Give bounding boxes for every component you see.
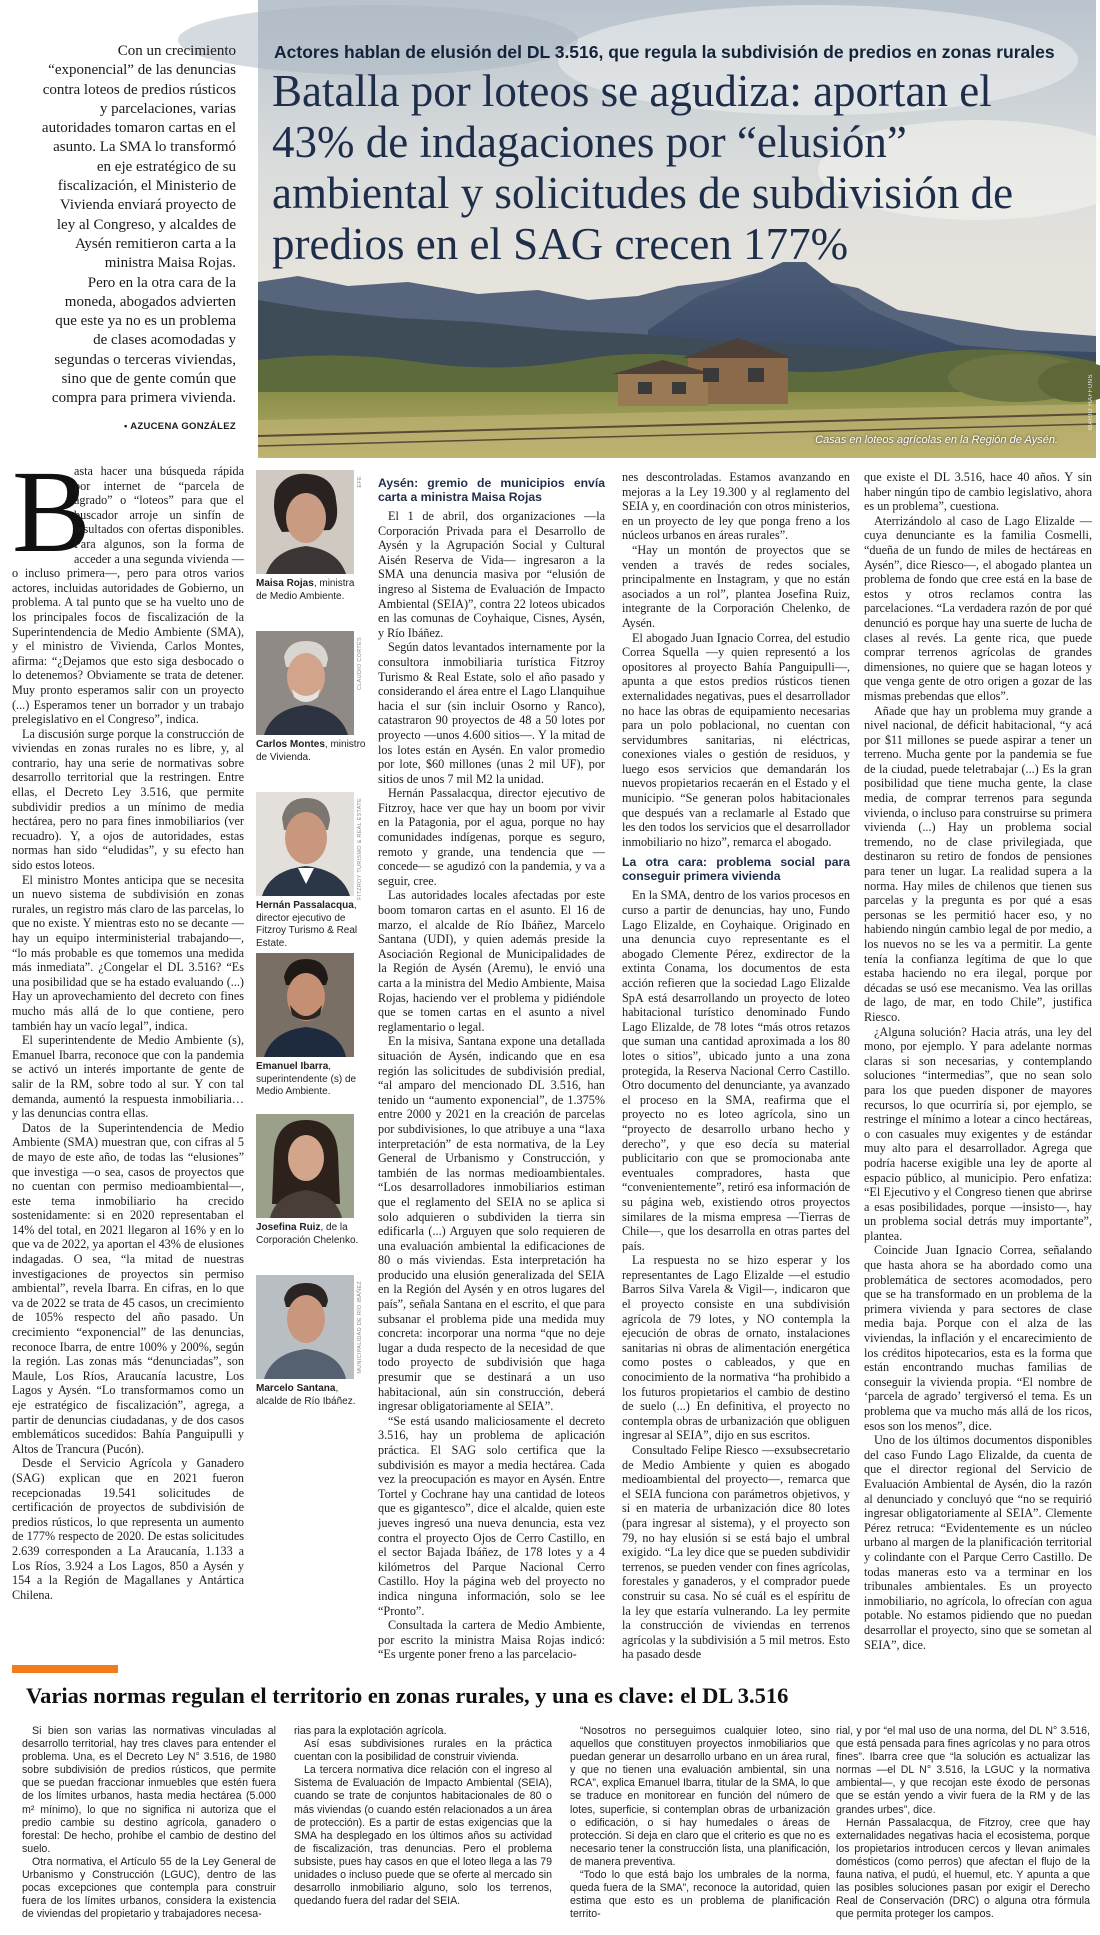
- portrait-carlos-montes: [256, 631, 372, 792]
- article-paragraph: Consultado Felipe Riesco —exsubsecretario de Medio Ambiente y quien es abogado medioambiental del proyecto—, remarca que el SEIA funciona con parámetros objetivos, y si en materia de urbanización dice 80 lotes (para ingresar al sistema), y el proyecto son 79, no hay elusión si se está bajo el umbral exigido. “La ley dice que se pueden subdividir terrenos, se pueden vender con fines agrícolas, forestales y ganaderos, y el comprador puede construir su casa. No sé cuál es el espíritu de la ley que estaría vulnerando. La ley permite la construcción de viviendas en terrenos agrícolas y la subdivisión a 5 mil metros. Esto ha pasado desde: [622, 1443, 850, 1662]
- portrait-photo: [256, 1275, 354, 1379]
- article-paragraph: En la SMA, dentro de los varios procesos en curso a partir de denuncias, hay uno, Fundo Lago Elizalde, en Coyhaique. Originado en una denuncia cuyo representante es el abogado Clemente Pérez, exdirector de la extinta Conama, los documentos de esta acción refieren que la sociedad Lago Elizalde SpA está desarrollando un proyecto de loteo habitacional turístico denominado Fundo Lago Elizalde, de 78 lotes “más otros retazos que suman una cantidad aproximada a los 80 lotes o sitios”, ubicado junto a una zona protegida, la Reserva Nacional Cerro Castillo. Otro documento del denunciante, ya avanzado el proceso en la SMA, reafirma que el proyecto no es loteo agrícola, sino un “proyecto de desarrollo urbano hecho y derecho”, y que eso decía su material publicitario con que se promocionaba ante eventuales compradores, hasta que “convenientemente”, retiró esa información de su página web, existiendo otros proyectos similares de la misma empresa —Tierras de Chile—, que los desarrolla en otras partes del país.: [622, 888, 850, 1253]
- article-paragraph: Datos de la Superintendencia de Medio Ambiente (SMA) muestran que, con cifras al 5 de mayo de este año, de todas las “elusiones” que investiga —o sea, casos de proyectos que no cuentan con permiso medioambiental—, este tema inmobiliario ha crecido sostenidamente: si en 2020 representaban el 14% del total, en 2021 llegaron al 16% y en lo que va de 2022, ya aportan el 43% de elusiones indagadas. O sea, “la mitad de nuestras investigaciones de proyectos sin permiso ambiental”, revela Ibarra. En cifras, en lo que va de 2022 se trata de 45 casos, un crecimiento de 105% respecto del año pasado. Un crecimiento “exponencial” de las denuncias, reconoce Ibarra, de entre 100% y 200%, según la región. Las zonas más “denunciadas”, son Maule, Los Ríos, Araucanía lacustre, Los Lagos y Aysén. “Lo transformamos como un eje estratégico de fiscalización”, agrega, a partir de denuncias ciudadanas, y de dos casos emblemáticos sucedidos: Bahía Panguipulli y Altos de Trancura (Pucón).: [12, 1120, 244, 1456]
- article-paragraph: El superintendente de Medio Ambiente (s), Emanuel Ibarra, reconoce que con la pandemia se activó un interés importante de gente de salir de la RM, sobre todo al sur. Y con tal demanda, aumentó la respuesta inmobiliaria… y las denuncias contra ellas.: [12, 1033, 244, 1121]
- intro-paragraph: Pero en la otra cara de la moneda, abogados advierten que este ya no es un problema de clases acomodadas y segundas o terceras viviendas, sino que de gente común que compra para primera vivienda.: [51, 274, 236, 407]
- article-paragraph: Hernán Passalacqua, director ejecutivo de Fitzroy, hace ver que hay un boom por vivir en la Patagonia, por el agua, porque no hay comunidades indígenas, porque es seguro, remoto y grande, una tendencia que —concede— se agudizó con la pandemia, y va a seguir, cree.: [378, 786, 605, 888]
- portrait-marcelo-santana: [256, 1275, 372, 1436]
- article-paragraph: Aterrizándolo al caso de Lago Elizalde —cuya denunciante es la familia Cosmelli, “dueña de un fundo de miles de hectáreas en Aysén”, dice Riesco—, el abogado plantea un problema de fondo que cree está en la base de estos y otros reclamos contra las parcelaciones. “La verdadera razón de por qué denunció es porque hay una suerte de lucha de clases al revés. La gente rica, que puede comprar terrenos agrícolas de grandes dimensiones, no quiere que se hagan loteos y que venga gente de otro origen a gozar de las mismas prebendas que ellos”.: [864, 513, 1092, 703]
- article-paragraph: B asta hacer una búsqueda rápida por internet de “parcela de agrado” o “loteos” para que el buscador arroje un sinfín de resultados con ofertas disponibles. Para algunos, son la forma de acceder a una segunda vivienda —o incluso primera—, pero para otros varios actores, incluidas autoridades de Gobierno, un problema. A tal punto que se ha vuelto uno de los principales focos de fiscalización de la Superintendencia de Medio Ambiente (SMA), y el ministro de Vivienda, Carlos Montes, afirma: “¿Dejamos que esto siga desbocado o lo detenemos? Obviamente se trata de detener. Muy pronto esperamos salir con un proyecto (...) Esperamos tener un borrador y un trabajo prelegislativo en el Congreso”, indica.: [12, 446, 244, 727]
- section-subhead: Aysén: gremio de municipios envía carta a ministra Maisa Rojas: [378, 476, 605, 504]
- photo-credit: CLAUDIO CORTÉS: [357, 637, 363, 690]
- headline: Batalla por loteos se agudiza: aportan el 43% de indagaciones por “elusión” ambiental y solicitudes de subdivisión de predios en el SAG crecen 177%: [272, 66, 1014, 269]
- box-column-1: [22, 1725, 276, 1933]
- portrait-caption: Josefina Ruiz, de la Corporación Chelenko.: [256, 1222, 359, 1246]
- portrait-photo: [256, 631, 354, 735]
- author-name: AZUCENA GONZÁLEZ: [130, 420, 236, 432]
- article-paragraph: Consultada la cartera de Medio Ambiente, por escrito la ministra Maisa Rojas indicó: “Es urgente poner freno a las parcelacio-: [378, 1618, 605, 1662]
- kicker: Actores hablan de elusión del DL 3.516, que regula la subdivisión de predios en zonas rurales: [274, 42, 1055, 62]
- portrait-photo: [256, 1114, 354, 1218]
- article-paragraph: El ministro Montes anticipa que se necesita un nuevo sistema de subdivisión en zonas rurales, un registro más claro de las parcelas, lo que no existe. Y mientras esto no se decante —hay un equipo interministerial trabajando—, “lo más probable es que tomemos una medida más inmediata”. ¿Congelar el DL 3.516? “Es una posibilidad que se ha estado evaluando (...) Hay un aprovechamiento del decreto con fines mucho más allá de lo que contiene, pero también hay un vacío legal”, indica.: [12, 872, 244, 1033]
- box-paragraph: rias para la explotación agrícola.: [294, 1725, 447, 1737]
- box-paragraph: La tercera normativa dice relación con el ingreso al Sistema de Evaluación de Impacto Ambiental (SEIA), cuando se trate de conjuntos habitacionales de 80 o más viviendas (o cuando estén relacionados a un área de protección). Es a partir de estas exigencias que la SMA ha desplegado en los últimos años su actividad de fiscalización, tras denuncias. Pero el problema subsiste, pues hay casos en que el loteo llega a las 79 unidades o incluso puede que se oferte al mercado sin desarrollo inmobiliario alguno, solo los terrenos, quedando fuera del radar del SEIA.: [294, 1764, 552, 1908]
- portrait-hernan-passalacqua: [256, 792, 372, 953]
- photo-credit: MARIO RAFFUNS: [1088, 373, 1094, 430]
- author-byline: • AZUCENA GONZÁLEZ: [124, 420, 236, 432]
- photo-credit: MUNICIPALIDAD DE RÍO IBÁÑEZ: [357, 1281, 363, 1374]
- portrait-caption: Hernán Passalacqua, director ejecutivo de Fitzroy Turismo & Real Estate.: [256, 900, 358, 949]
- article-paragraph: que existe el DL 3.516, hace 40 años. Y sin haber ningún tipo de cambio legislativo, ahora es un problema”, cuestiona.: [864, 470, 1092, 514]
- article-column-4: [864, 470, 1092, 1652]
- portrait-emanuel-ibarra: [256, 953, 372, 1114]
- intro-paragraph: Con un crecimiento “exponencial” de las denuncias contra loteos de predios rústicos y parcelaciones, varias autoridades tomaron cartas en el asunto. La SMA lo transformó en eje estratégico de su fiscalización, el Ministerio de Vivienda enviará proyecto de ley al Congreso, y alcaldes de Aysén remitieron carta a la ministra Maisa Rojas.: [41, 43, 236, 272]
- article-paragraph: La respuesta no se hizo esperar y los representantes de Lago Elizalde —el estudio Barros Silva Varela & Vigil—, indicaron que el proyecto consiste en una subdivisión agrícola de 79 lotes, y NO contempla la ejecución de obras de ornato, instalaciones sanitarias ni obras de alimentación energética como postes o cableados, y que en conocimiento de la normativa “ha prohibido a los futuros propietarios el cambio de destino de suelo (...) En definitiva, el proyecto no contempla obras de urbanización que obliguen ingresar al SEIA”, dijo en sus escritos.: [622, 1253, 850, 1443]
- section-accent-bar: [12, 1665, 118, 1673]
- box-paragraph: Así esas subdivisiones rurales en la práctica cuentan con la posibilidad de construir vivienda.: [294, 1738, 552, 1764]
- article-column-1: [12, 446, 244, 1646]
- photo-caption: Casas en loteos agrícolas en la Región de Aysén.: [815, 434, 1058, 446]
- article-paragraph: La discusión surge porque la construcción de viviendas en zonas rurales no es libre, y, al contrario, hay una serie de normativas sobre desarrollo territorial que la restringen. Entre ellas, el Decreto Ley 3.516, que permite subdividir predios a un mínimo de media hectárea, pero no para fines inmobiliarios (ver recuadro). Y, a ojos de autoridades, estas normas han sido “eludidas”, y su efecto han sido estos loteos.: [12, 726, 244, 873]
- sidebar-box-title: Varias normas regulan el territorio en zonas rurales, y una es clave: el DL 3.516: [26, 1683, 789, 1708]
- article-paragraph: En la misiva, Santana expone una detallada situación de Aysén, indicando que en esa región las solicitudes de subdivisión predial, “al amparo del mencionado DL 3.516, han tenido un “aumento exponencial”, de 1.375% entre 2000 y 2021 en la creación de parcelas por subdivisiones, lo que atribuye a una “laxa interpretación” de esta normativa, de la Ley General de Urbanismo y Construcción, y también de las normas medioambientales. “Los desarrolladores inmobiliarios estiman que el reglamento del SEIA no se aplica si solo adquieren o subdividen la tierra sin edificarla (...) Arguyen que solo requieren de una evaluación ambiental la edificaciones de 80 o más viviendas. Esta interpretación ha producido una elusión generalizada del SEIA en la Región del Aysén y en otros lugares del país”, señala Santana en el escrito, el que para subsanar el problema pide una medida muy concreta: incorporar una norma “que no deje lugar a duda respecto de la necesidad de que todo proyecto de subdivisión que haga presumir que se destinará a un uso habitacional, aún sin construcción, deberá ingresar obligatoriamente al SEIA”.: [378, 1034, 605, 1414]
- portrait-photo: [256, 953, 354, 1057]
- article-paragraph: “Se está usando maliciosamente el decreto 3.516, hay un problema de aplicación práctica. El SAG solo certifica que la subdivisión es mayor a media hectárea. Cada vez la preocupación es mayor en Aysén. Entre Tortel y Cochrane hay una cantidad de loteos que es gigantesco”, dice el alcalde, quien este jueves ingresó una nueva denuncia, esta vez contra el proyecto Ojos de Cerro Castillo, en el sector Bajada Ibáñez, de 178 lotes y a 4 kilómetros del Parque Nacional Cerro Castillo. Hoy la página web del proyecto no indica ninguna información, solo se lee “Pronto”.: [378, 1413, 605, 1618]
- article-paragraph: Desde el Servicio Agrícola y Ganadero (SAG) explican que en 2021 fueron recepcionadas 19.541 solicitudes de certificación de proyectos de subdivisión de predios rústicos, lo que representa un aumento de 177% respecto de 2020. De estas solicitudes 2.639 corresponden a La Araucanía, 1.133 a Los Ríos, 3.924 a Los Lagos, 850 a Aysén y 154 a la Región de Magallanes y Antártica Chilena.: [12, 1456, 244, 1602]
- portrait-josefina-ruiz: [256, 1114, 372, 1275]
- article-paragraph: “Hay un montón de proyectos que se venden a través de redes sociales, principalmente en Instagram, y que no están asociados a un rol”, plantea Josefina Ruiz, integrante de la Corporación Chelenko, de Aysén.: [622, 542, 850, 630]
- intro-lede: [40, 42, 236, 436]
- photo-credit: FITZROY TURISMO & REAL ESTATE: [357, 798, 363, 900]
- box-column-2: [294, 1725, 552, 1933]
- article-paragraph: ¿Alguna solución? Hacia atrás, una ley del mono, por ejemplo. Y para adelante normas claras si son necesarias, y contemplando soluciones “intermedias”, que no sean solo para los que pueden disponer de mayores recursos, lo que ocurriría si, por ejemplo, se restringe el mínimo a lotear a cinco hectáreas, o con casuales muy exigentes y de estándar muy alto para el desarrollador. Agrega que podría hacerse exigible una ley de aporte al espacio público, al municipio. Pero enfatiza: “El Ejecutivo y el Congreso tienen que abrirse a esas posibilidades, porque —insisto—, hay un problema social detrás muy importante”, plantea.: [864, 1024, 1092, 1243]
- box-paragraph: “Todo lo que está bajo los umbrales de la norma, queda fuera de la SMA”, reconoce la autoridad, quien estima que esto es un problema de planificación territo-: [570, 1869, 830, 1921]
- portrait-caption: Emanuel Ibarra, superintendente (s) de Medio Ambiente.: [256, 1061, 357, 1097]
- hero-photo: [258, 0, 1096, 458]
- box-paragraph: Otra normativa, el Artículo 55 de la Ley General de Urbanismo y Construcción (LGUC), dentro de las pocas excepciones que contempla para construir fuera de los límites urbanos, considera la existencia de viviendas del propietario y trabajadores necesa-: [22, 1855, 276, 1921]
- box-paragraph: Hernán Passalacqua, de Fitzroy, cree que hay externalidades negativas hacia el ecosistema, porque los propietarios introducen cercos y llevan animales domésticos (como perros) que afectan el flujo de la fauna nativa, el pudú, el huemul, etc. Y apunta a que las posibles soluciones pasan por exigir el Derecho Real de Conservación (DRC) o alguna otra fórmula que permita proteger los campos.: [836, 1816, 1090, 1921]
- article-paragraph: Uno de los últimos documentos disponibles del caso Fundo Lago Elizalde, da cuenta de que el director regional del Servicio de Evaluación Ambiental de Aysén, dio la razón al denunciado y concluyó que “no se requirió ingresar obligatoriamente al SEIA”. Clemente Pérez retruca: “Evidentemente es un núcleo urbano al margen de la planificación territorial y colindante con el Parque Cerro Castillo. De todas maneras esto va a terminar en los tribunales ambientales. Es un proyecto inmobiliario, no agrícola, lo ofrecían con agua potable. No estamos pidiendo que no puedan desarrollar el proyecto, sino que se sometan al SEIA”, dice.: [864, 1433, 1092, 1652]
- portrait-caption: Marcelo Santana, alcalde de Río Ibáñez.: [256, 1383, 356, 1407]
- portrait-photo: [256, 792, 354, 896]
- article-paragraph: Añade que hay un problema muy grande a nivel nacional, de déficit habitacional, “y acá por $11 millones se puede aspirar a tener un terreno. Mucha gente por la pandemia se fue de la ciudad, puede teletrabajar (...) Es la gran posibilidad que tiene mucha gente, la clase media, de comprar terrenos para segunda vivienda, o incluso para construirse su primera vivienda (...) Hay un problema social tremendo, no de clase privilegiada, que destinaron su retiro de fondos de pensiones para tener un lugar. La realidad supera a la norma. Hay miles de chilenos que tienen sus parcelas y la pregunta es por qué a esas personas se les permitió hacer eso, y no habiendo ningún cambio legal de por medio, a los nuevos no se les va a permitir. La gente tenía la confianza legítima de que lo que estaba haciendo no era ilegal, porque por décadas se usó ese mecanismo. Vea las orillas de lago, de mar, en todo Chile”, justifica Riesco.: [864, 703, 1092, 1024]
- section-subhead: La otra cara: problema social para conseguir primera vivienda: [622, 855, 850, 884]
- article-paragraph: El abogado Juan Ignacio Correa, del estudio Correa Squella —y quien representó a los opositores al proyecto Bahía Panguipulli—, apunta a que estos predios rústicos tienen externalidades negativas, pues el desarrollador no hace las obras de equipamiento necesarias para un polo poblacional, no cuentan con servidumbres sanitarias, ni eléctricas, conexiones viales o gestión de residuos, y luego esos servicios que demandarán los nuevos propietarios recaerán en el Estado y el municipio. “Se generan polos habitacionales que después van a reclamarle al Estado que les den todos los servicios que el desarrollador inmobiliario no hizo”, remarca el abogado.: [622, 630, 850, 849]
- article-column-2: [378, 470, 605, 1662]
- portrait-column: [256, 470, 372, 1436]
- portrait-caption: Maisa Rojas, ministra de Medio Ambiente.: [256, 578, 355, 602]
- portrait-photo: [256, 470, 354, 574]
- article-paragraph: nes descontroladas. Estamos avanzando en mejoras a la Ley 19.300 y al reglamento del SEIA y, en coordinación con otros ministerios, en un proyecto de ley que ponga freno a los núcleos urbanos en áreas rurales”.: [622, 470, 850, 543]
- article-paragraph: Las autoridades locales afectadas por este boom tomaron cartas en el asunto. El 16 de marzo, el alcalde de Río Ibáñez, Marcelo Santana (UDI), y quien además preside la Asociación Regional de Municipalidades de la Región de Aysén (Aremu), le envió una carta a la ministra del Medio Ambiente, Maisa Rojas, haciendo ver el problema y pidiéndole que se tomen cartas en el asunto a nivel reglamentario o legal.: [378, 888, 605, 1034]
- box-paragraph: Si bien son varias las normativas vinculadas al desarrollo territorial, hay tres claves para entender el problema. Una, es el Decreto Ley N° 3.516, de 1980 sobre subdivisión de predios rústicos, que permite que se puedan fraccionar inmuebles que estén fuera de los límites urbanos, hasta media hectárea (5.000 m² mínimo), lo que no significa ni autoriza que el predio cambie su destino agrícola, ganadero o forestal: De hecho, prohíbe el cambio de destino del suelo.: [22, 1725, 276, 1855]
- portrait-maisa-rojas: [256, 470, 372, 631]
- box-paragraph: rial, y por “el mal uso de una norma, del DL N° 3.516, que está pensada para fines agrícolas y no para otros fines”. Ibarra cree que “la solución es actualizar las normas —el DL N° 3.516, la LGUC y la normativa ambiental—, y que recojan este éxodo de personas que se están yendo a vivir fuera de la RM y de las grandes urbes”, dice.: [836, 1725, 1090, 1816]
- box-paragraph: “Nosotros no perseguimos cualquier loteo, sino aquellos que constituyen proyectos inmobiliarios que puedan generar un desarrollo urbano en un área rural, y que no tienen una evaluación ambiental, sin una RCA”, explica Emanuel Ibarra, titular de la SMA, lo que se traduce en monitorear en función del número de lotes, superficie, si contemplan obras de urbanización o edificación, o si hay humedales o áreas de protección. Si deja en claro que el criterio es que no es necesario tener la construcción lista, una planificación, de manera preventiva.: [570, 1725, 830, 1868]
- drop-cap: B: [12, 446, 91, 577]
- article-paragraph: Coincide Juan Ignacio Correa, señalando que hasta ahora se ha abordado como una problemática de sectores acomodados, pero que se ha transformado en un problema de la primera vivienda y para sectores de clase media baja. Porque con el alza de las viviendas, la inflación y el encarecimiento de los créditos hipotecarios, esta es la forma que están encontrando muchas familias de conseguir la vivienda propia. “El nombre de ‘parcela de agrado’ tergiversó el tema. Es un problema que va mucho más allá de los ricos, esos son los menos”, dice.: [864, 1243, 1092, 1433]
- photo-credit: EFE: [357, 476, 363, 488]
- article-paragraph: El 1 de abril, dos organizaciones —la Corporación Privada para el Desarrollo de Aysén y la Agrupación Social y Cultural Aisén Reserva de Vida— ingresaron a la SMA una denuncia masiva por “elusión de ingreso al Sistema de Evaluación de Impacto Ambiental (SEIA)”, contra 22 loteos ubicados en las comunas de Coyhaique, Cisnes, Aysén, y Río Ibáñez.: [378, 509, 605, 640]
- portrait-caption: Carlos Montes, ministro de Vivienda.: [256, 739, 366, 763]
- box-column-4: [836, 1725, 1090, 1933]
- box-column-3: [570, 1725, 830, 1933]
- article-paragraph: Según datos levantados internamente por la consultora inmobiliaria turística Fitzroy Turismo & Real Estate, solo el año pasado y considerando el área entre el Lago Llanquihue hacia el sur (sin incluir Osorno y Ranco), catastraron 90 proyectos de 48 a 50 lotes por proyecto —unos 4.600 sitios—. Y la mitad de los lotes están en Aysén. En valor promedio por lote, $60 millones (unas 2 mil UF), por sitios de unos 7 mil M2 la unidad.: [378, 640, 605, 786]
- article-column-3: [622, 470, 850, 1662]
